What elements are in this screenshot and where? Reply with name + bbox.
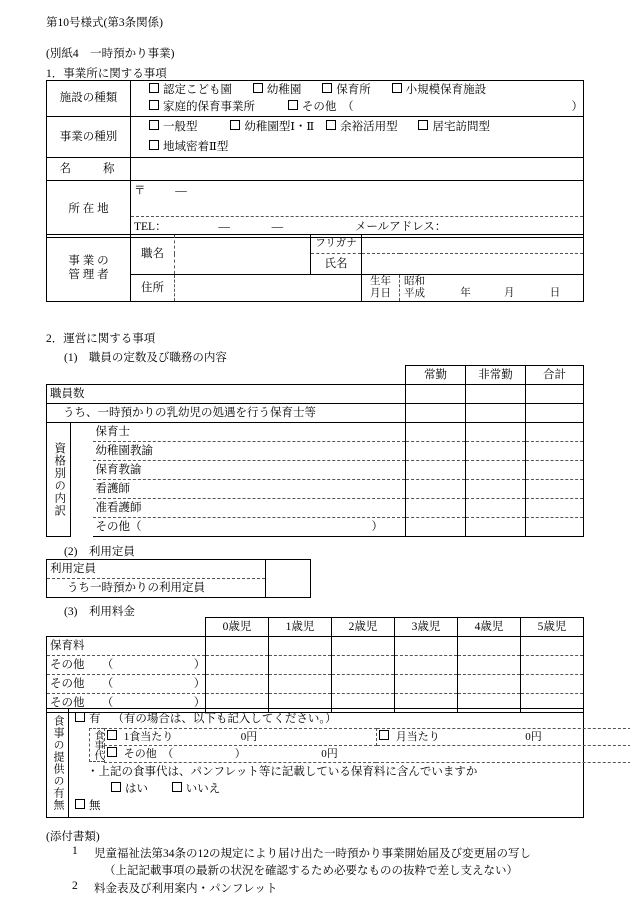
fee-other1-age5-field[interactable]: [521, 656, 584, 675]
table-row-fee-other-1: [47, 656, 584, 675]
option-label-youchien: 幼稚園: [266, 84, 302, 97]
checkbox-fee-per-meal[interactable]: [107, 730, 117, 740]
qualification-youchien-fulltime-field[interactable]: [406, 442, 466, 461]
fee-other1-age1-field[interactable]: [269, 656, 332, 675]
name-label: [47, 158, 131, 181]
qualification-indent-spacer-2: [71, 442, 93, 461]
checkbox-youchien-gata[interactable]: [230, 120, 240, 130]
qualification-junkangoshi-fulltime-field[interactable]: [406, 499, 466, 518]
form-number: 第10号様式(第3条関係): [46, 17, 163, 29]
name-kanji-value-field[interactable]: [362, 254, 584, 275]
column-header-age3: 3歳児: [395, 618, 458, 637]
column-header-age2: 2歳児: [332, 618, 395, 637]
table-row-meal-fee-other: [105, 746, 630, 763]
meal-none-row[interactable]: [75, 799, 579, 813]
qualification-indent-spacer-1: [71, 423, 93, 442]
table-row-qualification-youchien-kyouyu: [47, 442, 584, 461]
era-showa[interactable]: 昭和: [404, 276, 425, 288]
qualification-other-parttime-field[interactable]: [466, 518, 526, 537]
business-type-options[interactable]: [131, 117, 584, 158]
table-row-qualification-other: [47, 518, 584, 537]
qualification-label-hoiku-kyouyu: 保育教諭: [93, 461, 406, 480]
fee-other1-age3-field[interactable]: [395, 656, 458, 675]
meal-has-row[interactable]: [75, 712, 579, 726]
qualification-indent-spacer-6: [71, 518, 93, 537]
checkbox-hoikusho[interactable]: [322, 83, 332, 93]
table-row-manager-job-title: [47, 235, 584, 254]
facility-type-options[interactable]: [131, 81, 584, 117]
qualification-junkangoshi-parttime-field[interactable]: [466, 499, 526, 518]
qualification-indent-spacer-3: [71, 461, 93, 480]
fee-childcare-age0-field[interactable]: [206, 637, 269, 656]
meal-answer-no-label: いいえ: [185, 782, 221, 795]
option-label-kyotakuhoumon: 居宅訪問型: [432, 121, 490, 134]
qualification-kangoshi-fulltime-field[interactable]: [406, 480, 466, 499]
staff-count-label: 職員数: [47, 385, 406, 404]
fee-other2-age3-field[interactable]: [395, 675, 458, 694]
checkbox-shoukibo[interactable]: [392, 83, 402, 93]
meal-fee-grid: [104, 728, 630, 763]
table-row-facility-type: [47, 81, 584, 117]
table-row-fee-other-2: [47, 675, 584, 694]
fee-other2-age1-field[interactable]: [269, 675, 332, 694]
attachment-item-2-number: 2: [72, 880, 78, 892]
meal-question: ・上記の食事代は、パンフレット等に記載している保育料に含んでいますか: [87, 766, 478, 779]
capacity-total-label: 利用定員: [47, 560, 266, 579]
fee-label-other-3[interactable]: その他 （ ）: [47, 694, 206, 713]
meal-provision-content: [69, 709, 584, 818]
meal-fee-per-month-cell[interactable]: [376, 729, 630, 746]
birth-date-label: [362, 275, 400, 302]
name-label-text: 名 称: [59, 162, 118, 175]
manager-label-line2: 管 理 者: [68, 269, 109, 281]
meal-provision-label-text: 食事の提供の有無: [52, 714, 64, 811]
table-row-qualification-junkangoshi: [47, 499, 584, 518]
table-row-staff-count: [47, 385, 584, 404]
fee-other2-age4-field[interactable]: [458, 675, 521, 694]
option-label-ippangata: 一般型: [163, 121, 198, 134]
facility-other-paren-close: ）: [571, 100, 583, 113]
table-row-qualification-kangoshi: [47, 480, 584, 499]
staff-table: [46, 365, 584, 537]
manager-table: [46, 234, 584, 302]
table-row-name: [47, 158, 584, 181]
meal-fee-per-meal-amount[interactable]: 0円: [240, 731, 258, 743]
qualification-other-total-field[interactable]: [526, 518, 584, 537]
name-value-field[interactable]: [131, 158, 584, 181]
fee-other1-age4-field[interactable]: [458, 656, 521, 675]
checkbox-kateiteki[interactable]: [149, 100, 159, 110]
manager-label-line1: 事 業 の: [68, 254, 109, 267]
qualification-label-youchien-kyouyu: 幼稚園教諭: [93, 442, 406, 461]
qualification-kangoshi-total-field[interactable]: [526, 480, 584, 499]
fee-childcare-age1-field[interactable]: [269, 637, 332, 656]
address-label-text: 所 在 地: [68, 202, 109, 215]
column-header-fulltime: 常勤: [406, 366, 466, 385]
option-label-facility-other: その他 （: [301, 100, 354, 113]
column-header-age4: 4歳児: [458, 618, 521, 637]
table-row-capacity-total: [47, 560, 311, 579]
qualification-youchien-total-field[interactable]: [526, 442, 584, 461]
qualification-breakdown-label: [47, 423, 71, 537]
table-row-meal-provision: [47, 709, 584, 818]
qualification-hoikushi-fulltime-field[interactable]: [406, 423, 466, 442]
furigana-value-field[interactable]: [362, 235, 584, 254]
section2-sub2-heading: (2) 利用定員: [64, 546, 135, 558]
option-label-shoukibo: 小規模保育施設: [405, 84, 487, 97]
qualification-hoikukyouyu-total-field[interactable]: [526, 461, 584, 480]
staff-temporary-total-field[interactable]: [526, 404, 584, 423]
job-title-value-field[interactable]: [175, 235, 311, 275]
staff-temporary-care-label: うち、一時預かりの乳幼児の処遇を行う保育士等: [47, 404, 406, 423]
qualification-breakdown-label-text: 資格別の内訳: [53, 442, 66, 517]
meal-fee-per-month-label: 月当たり: [395, 731, 440, 743]
fee-header-spacer: [47, 618, 206, 637]
qualification-indent-spacer-4: [71, 480, 93, 499]
attachments-heading: (添付書類): [46, 831, 100, 843]
checkbox-ippan[interactable]: [149, 120, 159, 130]
option-label-hoikusho: 保育所: [336, 84, 371, 97]
column-header-age1: 1歳児: [269, 618, 332, 637]
option-label-chiikimicchaku: 地域密着Ⅱ型: [163, 140, 229, 153]
fee-other2-age2-field[interactable]: [332, 675, 395, 694]
checkbox-kyotakuhoumon[interactable]: [418, 120, 428, 130]
mail-label: メールアドレス：: [354, 220, 447, 233]
fee-childcare-age5-field[interactable]: [521, 637, 584, 656]
option-label-yoyuukatsuyou: 余裕活用型: [340, 121, 398, 134]
qualification-kangoshi-parttime-field[interactable]: [466, 480, 526, 499]
table-row-qualification-hoiku-kyouyu: [47, 461, 584, 480]
fee-other1-age0-field[interactable]: [206, 656, 269, 675]
table-row-qualification-hoikushi: [47, 423, 584, 442]
checkbox-fee-per-month[interactable]: [379, 730, 389, 740]
meal-answer-yes-label: はい: [125, 782, 148, 795]
checkbox-yoyuukatsuyou[interactable]: [326, 120, 336, 130]
attachment-title: (別紙4 一時預かり事業): [46, 48, 175, 60]
birth-date-value-field[interactable]: [400, 275, 584, 302]
facility-info-table: [46, 80, 584, 238]
postal-dash: —: [175, 185, 187, 197]
fee-label-other-1[interactable]: その他 （ ）: [47, 656, 206, 675]
section2-sub3-heading: (3) 利用料金: [64, 606, 135, 618]
qualification-hoikushi-total-field[interactable]: [526, 423, 584, 442]
section1-heading: 1．事業所に関する事項: [46, 68, 167, 80]
qualification-indent-spacer-5: [71, 499, 93, 518]
checkbox-answer-no[interactable]: [172, 782, 182, 792]
job-title-label: 職名: [131, 235, 175, 275]
fee-table: [46, 617, 584, 713]
table-row-business-type: [47, 117, 584, 158]
meal-fee-per-meal-cell[interactable]: [105, 729, 377, 746]
fee-childcare-age2-field[interactable]: [332, 637, 395, 656]
column-header-total: 合計: [526, 366, 584, 385]
capacity-temporary-label: うち一時預かりの利用定員: [47, 579, 266, 598]
checkbox-meal-provided[interactable]: [75, 712, 85, 722]
table-row-address: [47, 181, 584, 217]
meal-fee-per-month-amount[interactable]: 0円: [525, 731, 542, 743]
qualification-label-kangoshi: 看護師: [93, 480, 406, 499]
birth-day-unit: 日: [549, 288, 561, 299]
option-label-kateiteki: 家庭的保育事業所: [163, 100, 255, 113]
column-header-age0: 0歳児: [206, 618, 269, 637]
checkbox-meal-none[interactable]: [75, 799, 85, 809]
tel-dash-2: —: [271, 220, 284, 233]
fee-label-other-2[interactable]: その他 （ ）: [47, 675, 206, 694]
home-address-label: 住所: [131, 275, 175, 302]
qualification-other-fulltime-field[interactable]: [406, 518, 466, 537]
meal-answer-row[interactable]: [111, 782, 579, 796]
birth-year-unit: 年: [460, 288, 471, 299]
birth-date-label-line2: 月日: [370, 288, 391, 299]
meal-has-note: （有の場合は、以下も記入してください。）: [112, 713, 337, 725]
section2-heading: 2．運営に関する事項: [46, 333, 156, 345]
meal-fee-other-cell[interactable]: [105, 746, 630, 763]
option-label-youchien-gata: 幼稚園型Ⅰ・Ⅱ: [244, 121, 315, 134]
table-row-meal-fee-unit: [105, 729, 630, 746]
option-label-nintei-kodomoen: 認定こども園: [163, 84, 232, 97]
home-address-value-field[interactable]: [175, 275, 362, 302]
birth-month-unit: 月: [504, 288, 515, 299]
business-type-label: 事業の種別: [47, 117, 131, 158]
qualification-label-junkangoshi: 准看護師: [93, 499, 406, 518]
checkbox-facility-other[interactable]: [288, 100, 298, 110]
fee-childcare-age4-field[interactable]: [458, 637, 521, 656]
attachment-item-2-text: 料金表及び利用案内・パンフレット: [94, 883, 278, 895]
meal-none-label: 無: [89, 800, 101, 813]
meal-has-label: 有: [89, 713, 101, 725]
postal-address-field[interactable]: [131, 181, 584, 217]
column-header-parttime: 非常勤: [466, 366, 526, 385]
staff-count-total-field[interactable]: [526, 385, 584, 404]
meal-fee-other-label: その他 （: [123, 748, 174, 760]
staff-temporary-parttime-field[interactable]: [466, 404, 526, 423]
table-row-staff-header: [47, 366, 584, 385]
attachment-item-1-subtext: （上記記載事項の最新の状況を確認するため必要なものの抜粋で差し支えない）: [104, 865, 518, 877]
qualification-hoikushi-parttime-field[interactable]: [466, 423, 526, 442]
fee-childcare-age3-field[interactable]: [395, 637, 458, 656]
column-header-age5: 5歳児: [521, 618, 584, 637]
tel-label: TEL：: [134, 220, 167, 233]
staff-count-parttime-field[interactable]: [466, 385, 526, 404]
meal-fee-other-paren-close: ）: [234, 748, 246, 760]
meal-provision-table: [46, 708, 584, 818]
table-row-fee-header: [47, 618, 584, 637]
staff-count-fulltime-field[interactable]: [406, 385, 466, 404]
meal-fee-per-meal-label: 1食当たり: [123, 731, 174, 743]
qualification-hoikukyouyu-parttime-field[interactable]: [466, 461, 526, 480]
qualification-junkangoshi-total-field[interactable]: [526, 499, 584, 518]
qualification-hoikukyouyu-fulltime-field[interactable]: [406, 461, 466, 480]
fee-label-childcare: 保育料: [47, 637, 206, 656]
fee-other2-age0-field[interactable]: [206, 675, 269, 694]
meal-provision-label: [47, 709, 69, 818]
table-row-staff-temporary-care: [47, 404, 584, 423]
attachment-item-1-number: 1: [72, 845, 78, 857]
birth-date-label-line1: 生年: [370, 276, 391, 288]
qualification-youchien-parttime-field[interactable]: [466, 442, 526, 461]
capacity-table: [46, 559, 311, 598]
era-heisei[interactable]: 平成: [404, 288, 425, 299]
checkbox-fee-other[interactable]: [107, 747, 117, 757]
address-label: [47, 181, 131, 238]
checkbox-youchien[interactable]: [253, 83, 263, 93]
staff-temporary-fulltime-field[interactable]: [406, 404, 466, 423]
checkbox-nintei-kodomoen[interactable]: [149, 83, 159, 93]
furigana-label: フリガナ: [311, 235, 362, 254]
section2-sub1-heading: (1) 職員の定数及び職務の内容: [64, 352, 227, 364]
facility-type-label: 施設の種類: [47, 81, 131, 117]
meal-fee-label-text: 食事代: [92, 730, 103, 761]
fee-other1-age2-field[interactable]: [332, 656, 395, 675]
postal-mark: 〒: [134, 185, 146, 197]
attachment-item-1-text: 児童福祉法第34条の12の規定により届け出た一時預かり事業開始届及び変更届の写し: [94, 848, 531, 860]
manager-label: [47, 235, 131, 302]
meal-fee-block: [89, 728, 542, 762]
qualification-label-hoikushi: 保育士: [93, 423, 406, 442]
capacity-value-field[interactable]: [266, 560, 311, 598]
tel-dash-1: —: [218, 220, 230, 233]
checkbox-answer-yes[interactable]: [111, 782, 121, 792]
staff-header-spacer: [47, 366, 406, 385]
meal-fee-other-amount[interactable]: 0円: [321, 748, 338, 760]
checkbox-chiikimicchaku[interactable]: [149, 140, 159, 150]
table-row-fee-childcare: [47, 637, 584, 656]
qualification-label-other[interactable]: その他（ ）: [93, 518, 406, 537]
name-kanji-label: 氏名: [311, 254, 362, 275]
meal-fee-label: [89, 728, 104, 762]
fee-other2-age5-field[interactable]: [521, 675, 584, 694]
